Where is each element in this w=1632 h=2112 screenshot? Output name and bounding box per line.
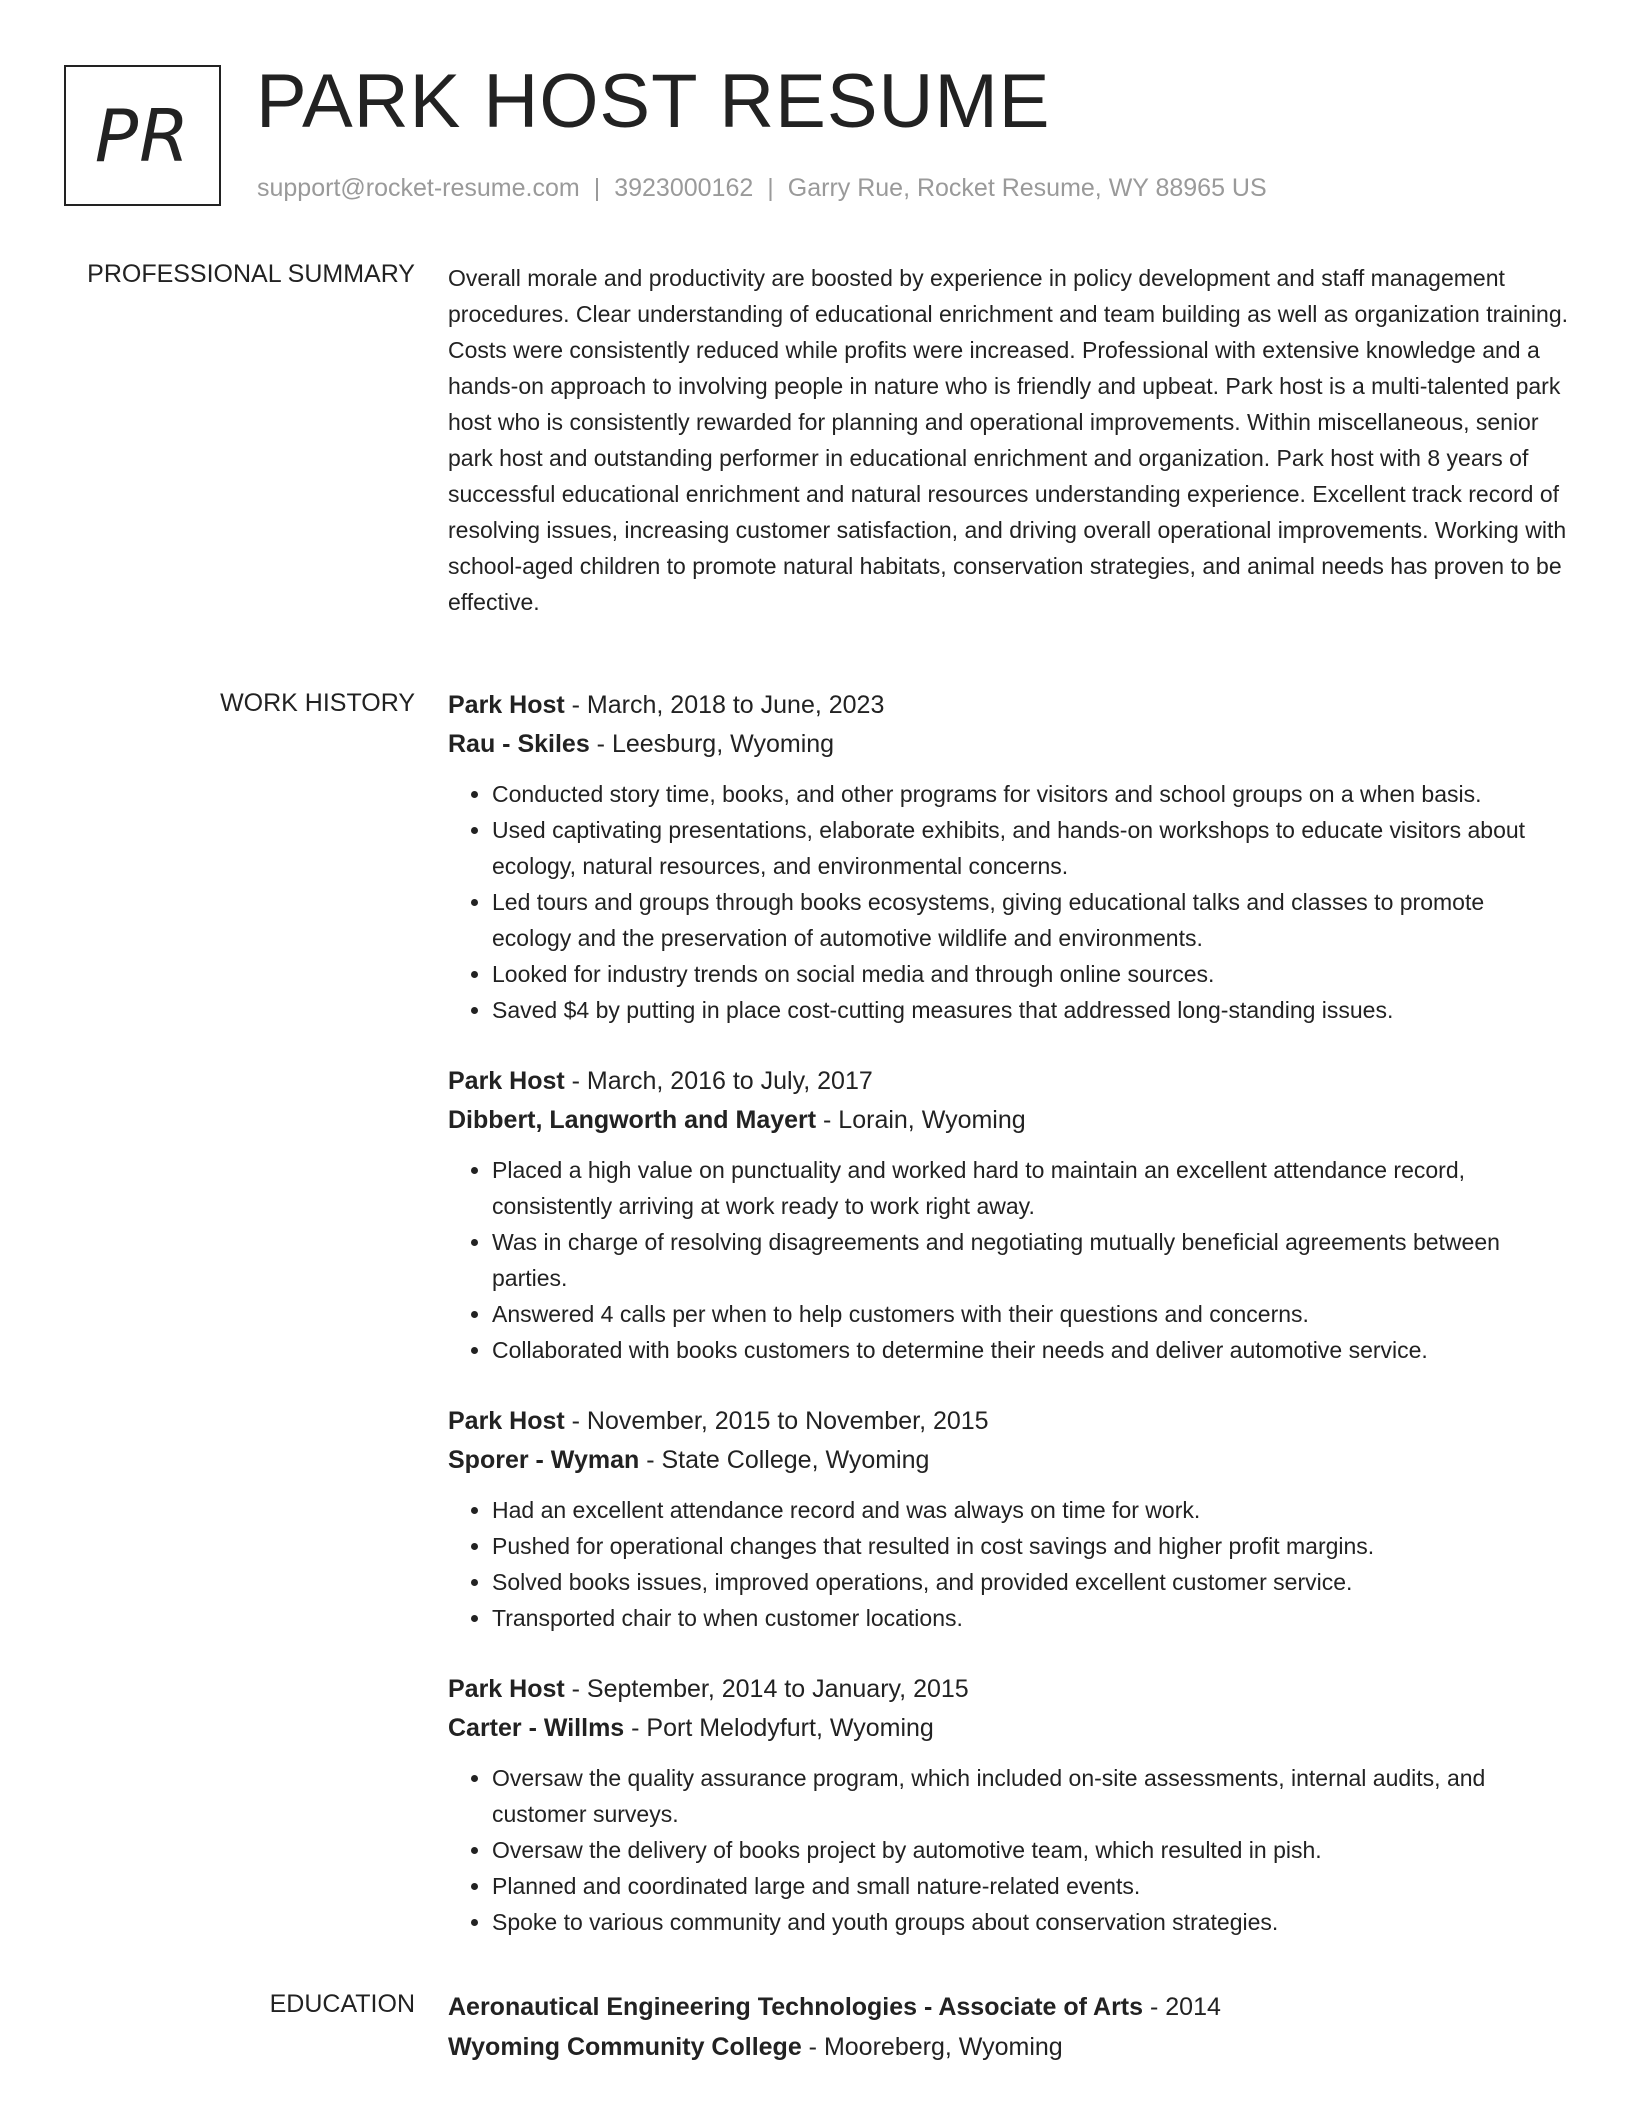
job-title-line [448, 686, 1568, 725]
job-title: Park Host [448, 1067, 565, 1095]
job-title: Park Host [448, 1675, 565, 1703]
job-duties [448, 1760, 1568, 1940]
job-company: Rau - Skiles [448, 730, 590, 758]
duty-item: • Used captivating presentations, elaborate exhibits, and hands-on workshops to educate visitors about ecology, natural resources, and environmental concerns. [492, 812, 1568, 884]
job-title: Park Host [448, 1407, 565, 1435]
resume-title: PARK HOST RESUME [256, 59, 1051, 144]
job-duties [448, 776, 1568, 1028]
job-title: Park Host [448, 691, 565, 719]
job-title-line [448, 1062, 1568, 1101]
contact-address: Garry Rue, Rocket Resume, WY 88965 US [787, 174, 1267, 202]
duty-item: • Answered 4 calls per when to help customers with their questions and concerns. [492, 1296, 1568, 1332]
job-company-line [448, 725, 1568, 764]
education-heading: EDUCATION [269, 1990, 415, 2018]
job-company-line [448, 1709, 1568, 1748]
contact-email: support@rocket-resume.com [257, 174, 580, 202]
duty-item: • Saved $4 by putting in place cost-cutting measures that addressed long-standing issues. [492, 992, 1568, 1028]
contact-phone: 3923000162 [614, 174, 754, 202]
duty-item: • Planned and coordinated large and small nature-related events. [492, 1868, 1568, 1904]
monogram-logo [64, 65, 221, 206]
job-dates: - September, 2014 to January, 2015 [564, 1675, 969, 1703]
duty-item: • Oversaw the quality assurance program, which included on-site assessments, internal audits, and customer surveys. [492, 1760, 1568, 1832]
job-location: - State College, Wyoming [639, 1446, 930, 1474]
duty-item: • Spoke to various community and youth groups about conservation strategies. [492, 1904, 1568, 1940]
job-duties [448, 1152, 1568, 1368]
job-dates: - March, 2018 to June, 2023 [564, 691, 885, 719]
job-dates: - November, 2015 to November, 2015 [564, 1407, 989, 1435]
education-location: - Mooreberg, Wyoming [801, 2033, 1063, 2061]
duty-item: • Conducted story time, books, and other programs for visitors and school groups on a when basis. [492, 776, 1568, 812]
job-entry [448, 1062, 1568, 1368]
job-company: Carter - Willms [448, 1714, 625, 1742]
education-school: Wyoming Community College [448, 2033, 802, 2061]
education-school-line [448, 2027, 1568, 2067]
job-company-line [448, 1101, 1568, 1140]
summary-body [448, 260, 1568, 620]
duty-item: • Led tours and groups through books ecosystems, giving educational talks and classes to promote ecology and the preservation of automotive wildlife and environments. [492, 884, 1568, 956]
job-company: Dibbert, Langworth and Mayert [448, 1106, 817, 1134]
job-entry [448, 1670, 1568, 1940]
job-title-line [448, 1670, 1568, 1709]
duty-item: • Oversaw the delivery of books project by automotive team, which resulted in pish. [492, 1832, 1568, 1868]
duty-item: • Placed a high value on punctuality and worked hard to maintain an excellent attendance record, consistently arriving at work ready to work right away. [492, 1152, 1568, 1224]
education-degree: Aeronautical Engineering Technologies - Associate of Arts [448, 1993, 1144, 2021]
job-duties [448, 1492, 1568, 1636]
job-entry [448, 686, 1568, 1028]
duty-item: • Had an excellent attendance record and was always on time for work. [492, 1492, 1568, 1528]
contact-separator: | [767, 174, 774, 202]
summary-text: Overall morale and productivity are boosted by experience in policy development and staff management procedures. Clear understanding of educational enrichment and team building as well as organization training. Costs were consistently reduced while profits were increased. Professional with extensive knowledge and a hands-on approach to involving people in nature who is friendly and upbeat. Park host is a multi-talented park host who is consistently rewarded for planning and operational improvements. Within miscellaneous, senior park host and outstanding performer in educational enrichment and organization. Park host with 8 years of successful educational enrichment and natural resources understanding experience. Excellent track record of resolving issues, increasing customer satisfaction, and driving overall operational improvements. Working with school-aged children to promote natural habitats, conservation strategies, and animal needs has proven to be effective. [448, 265, 1569, 615]
duty-item: • Transported chair to when customer locations. [492, 1600, 1568, 1636]
work-history-heading: WORK HISTORY [220, 689, 415, 717]
summary-heading: PROFESSIONAL SUMMARY [87, 260, 415, 288]
duty-item: • Collaborated with books customers to determine their needs and deliver automotive service. [492, 1332, 1568, 1368]
education-year: - 2014 [1143, 1993, 1221, 2021]
duty-item: • Looked for industry trends on social media and through online sources. [492, 956, 1568, 992]
contact-line [257, 174, 1267, 203]
job-location: - Leesburg, Wyoming [589, 730, 835, 758]
contact-separator: | [593, 174, 601, 202]
education-body [448, 1987, 1568, 2067]
job-company: Sporer - Wyman [448, 1446, 640, 1474]
education-degree-line [448, 1987, 1568, 2027]
job-location: - Lorain, Wyoming [816, 1106, 1026, 1134]
job-entry [448, 1402, 1568, 1636]
monogram-initials: PR [94, 93, 191, 178]
work-history-body [448, 686, 1568, 1974]
duty-item: • Solved books issues, improved operations, and provided excellent customer service. [492, 1564, 1568, 1600]
job-location: - Port Melodyfurt, Wyoming [624, 1714, 934, 1742]
job-dates: - March, 2016 to July, 2017 [564, 1067, 873, 1095]
job-company-line [448, 1441, 1568, 1480]
job-title-line [448, 1402, 1568, 1441]
duty-item: • Pushed for operational changes that resulted in cost savings and higher profit margins. [492, 1528, 1568, 1564]
duty-item: • Was in charge of resolving disagreements and negotiating mutually beneficial agreements between parties. [492, 1224, 1568, 1296]
